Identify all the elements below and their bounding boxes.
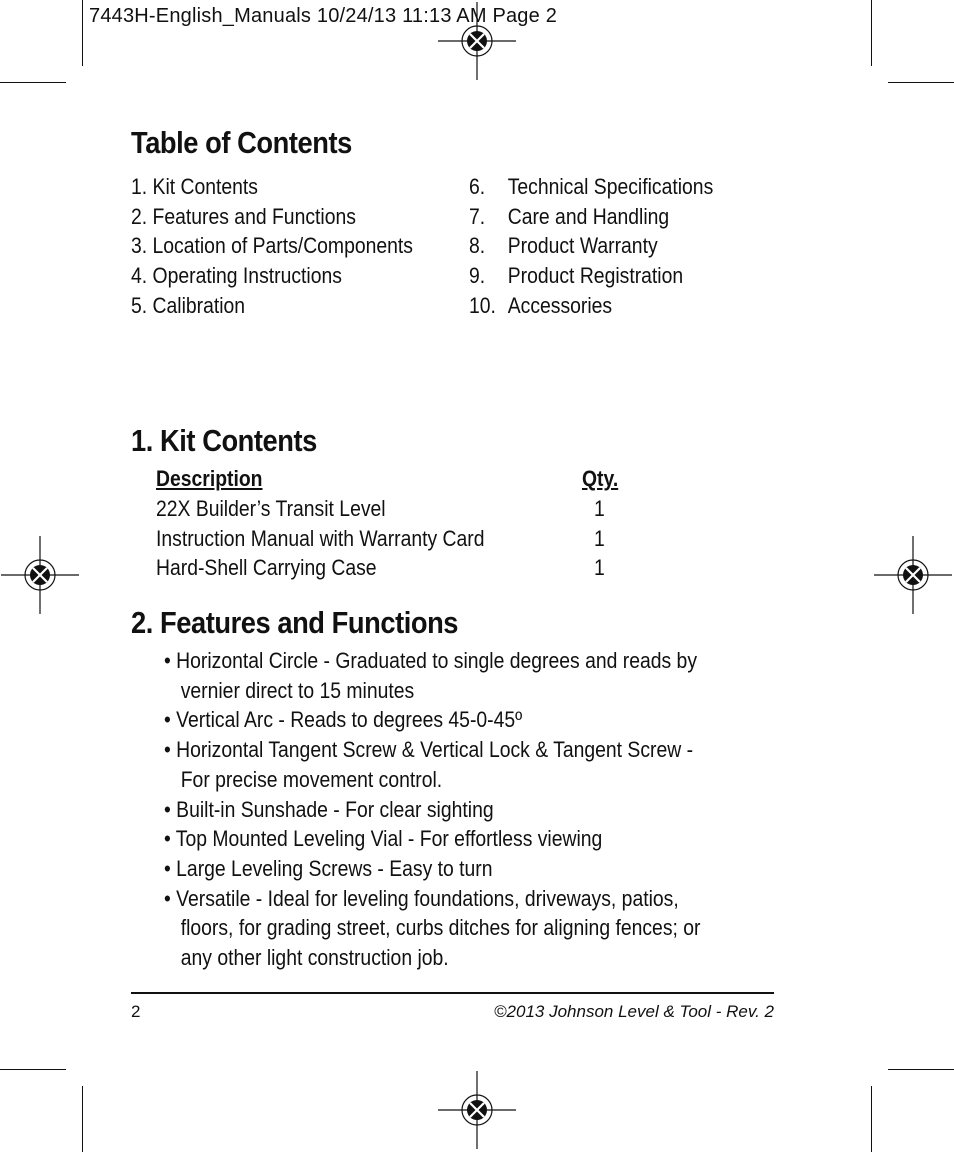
toc-item: 1. Kit Contents — [131, 174, 258, 199]
toc-item-number: 6. — [469, 174, 486, 199]
toc-item: 4. Operating Instructions — [131, 263, 342, 289]
toc-left-column — [131, 172, 451, 320]
kit-qty-column — [594, 494, 606, 583]
registration-mark-icon — [438, 1071, 516, 1149]
feature-item: • Versatile - Ideal for leveling foundations, driveways, patios, floors, for grading street, curbs ditches for aligning fences; or any other light construction job. — [164, 885, 701, 971]
toc-item-number: 9. — [469, 263, 486, 289]
feature-item: • Top Mounted Leveling Vial - For effortless viewing — [164, 826, 603, 852]
registration-mark-icon — [438, 2, 516, 80]
toc-item — [469, 231, 713, 261]
feature-item: • Built-in Sunshade - For clear sighting — [164, 796, 494, 822]
toc-item — [469, 202, 713, 232]
registration-mark-icon — [1, 536, 79, 614]
feature-item: • Large Leveling Screws - Easy to turn — [164, 855, 493, 881]
kit-row-description: 22X Builder’s Transit Level — [156, 496, 386, 521]
registration-mark-icon — [874, 536, 952, 614]
toc-item-label: Technical Specifications — [507, 174, 714, 199]
toc-item-number: 7. — [469, 203, 486, 229]
toc-item — [469, 291, 713, 321]
kit-row-qty: 1 — [594, 555, 605, 581]
kit-row-description: Instruction Manual with Warranty Card — [156, 525, 485, 551]
crop-mark — [871, 0, 872, 66]
kit-contents-title: 1. Kit Contents — [131, 423, 317, 458]
feature-item: • Horizontal Tangent Screw & Vertical Lock & Tangent Screw - For precise movement control. — [164, 737, 694, 792]
page-number: 2 — [131, 1002, 141, 1021]
toc-item — [469, 172, 713, 202]
kit-contents-table — [156, 494, 529, 583]
kit-description-header: Description — [156, 466, 263, 491]
printer-slug: 7443H-English_Manuals 10/24/13 11:13 AM Page 2 — [89, 5, 558, 27]
toc-item — [469, 261, 713, 291]
toc-item-number: 8. — [469, 233, 486, 259]
features-title: 2. Features and Functions — [131, 605, 459, 640]
crop-mark — [0, 82, 66, 83]
kit-row-description: Hard-Shell Carrying Case — [156, 555, 377, 581]
footer-rule — [131, 992, 774, 994]
features-list — [164, 646, 844, 973]
toc-item-number: 10. — [469, 292, 496, 318]
toc-item: 3. Location of Parts/Components — [131, 233, 413, 259]
crop-mark — [888, 82, 954, 83]
kit-qty-header: Qty. — [582, 466, 619, 491]
kit-row-qty: 1 — [594, 525, 605, 551]
toc-item: 2. Features and Functions — [131, 203, 356, 229]
toc-item-label: Product Registration — [507, 263, 684, 289]
crop-mark — [888, 1069, 954, 1070]
feature-item: • Horizontal Circle - Graduated to single degrees and reads by vernier direct to 15 minutes — [164, 648, 698, 703]
toc-right-column — [469, 172, 747, 320]
toc-item-label: Accessories — [507, 292, 613, 318]
toc-item: 5. Calibration — [131, 292, 246, 318]
crop-mark — [871, 1086, 872, 1152]
copyright-notice: ©2013 Johnson Level & Tool - Rev. 2 — [494, 1002, 774, 1021]
kit-row-qty: 1 — [594, 496, 605, 521]
feature-item: • Vertical Arc - Reads to degrees 45-0-45º — [164, 707, 523, 733]
crop-mark — [82, 0, 83, 66]
toc-title: Table of Contents — [131, 125, 352, 160]
toc-item-label: Product Warranty — [507, 233, 658, 259]
crop-mark — [82, 1086, 83, 1152]
crop-mark — [0, 1069, 66, 1070]
toc-item-label: Care and Handling — [507, 203, 670, 229]
